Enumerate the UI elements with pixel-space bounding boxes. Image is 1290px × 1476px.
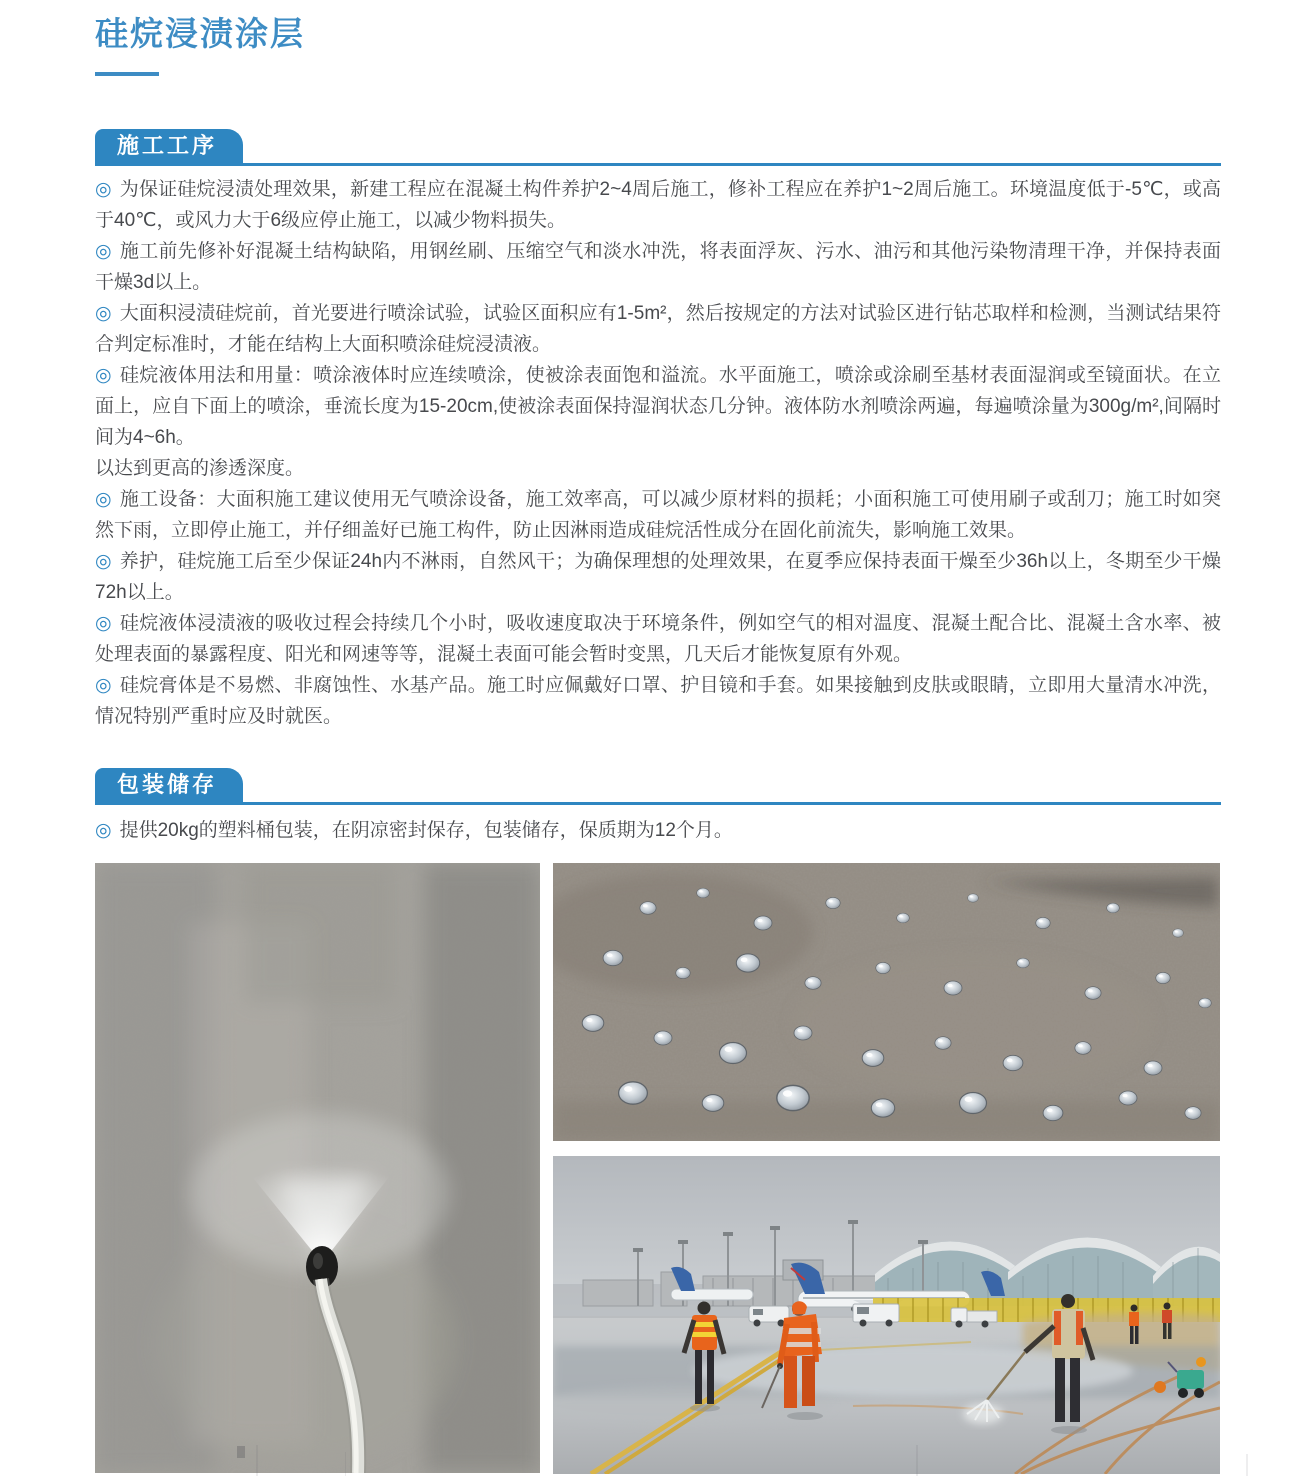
paragraph xyxy=(95,546,1221,608)
paragraph xyxy=(95,484,1221,546)
page-bleed-mark xyxy=(237,1446,245,1458)
ring-bullet-icon: ◎ xyxy=(95,179,112,200)
ring-bullet-icon: ◎ xyxy=(95,675,112,696)
water-beading-on-treated-concrete-photo xyxy=(553,863,1220,1141)
page-bleed-mark xyxy=(345,1452,346,1476)
paragraph-text: 大面积浸渍硅烷前，首光要进行喷涂试验，试验区面积应有1-5m²，然后按规定的方法对试验区进行钻芯取样和检测，当测试结果符合判定标准时，才能在结构上大面积喷涂硅烷浸渍液。 xyxy=(95,303,1221,355)
paragraph-text: 以达到更高的渗透深度。 xyxy=(95,458,305,479)
page-bleed-mark xyxy=(916,1445,918,1476)
paragraph xyxy=(95,236,1221,298)
paragraph xyxy=(95,608,1221,670)
section-packaging-paragraphs xyxy=(95,815,1221,846)
paragraph-text: 硅烷液体浸渍液的吸收过程会持续几个小时，吸收速度取决于环境条件，例如空气的相对温度、混凝土配合比、混凝土含水率、被处理表面的暴露程度、阳光和网速等等，混凝土表面可能会暂时变黑，几天后才能恢复原有外观。 xyxy=(95,613,1221,665)
paragraph-text: 提供20kg的塑料桶包装，在阴凉密封保存，包装储存，保质期为12个月。 xyxy=(119,820,733,841)
paragraph xyxy=(95,298,1221,360)
ring-bullet-icon: ◎ xyxy=(95,820,112,841)
photo-right-column xyxy=(553,863,1220,1474)
ring-bullet-icon: ◎ xyxy=(95,613,112,634)
paragraph xyxy=(95,174,1221,236)
silane-spray-on-concrete-wall-photo xyxy=(95,863,540,1473)
photo-grid xyxy=(95,863,1221,1474)
paragraph xyxy=(95,360,1221,453)
ring-bullet-icon: ◎ xyxy=(95,303,112,324)
paragraph-continuation xyxy=(95,453,1221,484)
page-bleed-mark xyxy=(256,1445,258,1476)
paragraph-text: 为保证硅烷浸渍处理效果，新建工程应在混凝土构件养护2~4周后施工，修补工程应在养护1~2周后施工。环境温度低于-5℃，或高于40℃，或风力大于6级应停止施工，以减少物料损失。 xyxy=(95,179,1221,231)
paragraph-text: 硅烷膏体是不易燃、非腐蚀性、水基产品。施工时应佩戴好口罩、护目镜和手套。如果接触到皮肤或眼睛，立即用大量清水冲洗，情况特别严重时应及时就医。 xyxy=(95,675,1221,727)
ring-bullet-icon: ◎ xyxy=(95,551,112,572)
section-header-packaging xyxy=(95,768,1221,805)
ring-bullet-icon: ◎ xyxy=(95,489,112,510)
paragraph xyxy=(95,670,1221,732)
paragraph-text: 养护，硅烷施工后至少保证24h内不淋雨，自然风干；为确保理想的处理效果，在夏季应保持表面干燥至少36h以上，冬期至少干燥72h以上。 xyxy=(95,551,1221,603)
ring-bullet-icon: ◎ xyxy=(95,365,112,386)
page-title: 硅烷浸渍涂层 xyxy=(95,15,305,52)
paragraph-text: 硅烷液体用法和用量：喷涂液体时应连续喷涂，使被涂表面饱和溢流。水平面施工，喷涂或涂刷至基材表面湿润或至镜面状。在立面上，应自下面上的喷涂，垂流长度为15-20cm,使被涂表面保持湿润状态几分钟。液体防水剂喷涂两遍，每遍喷涂量为300g/m²,间隔时间为4~6h。 xyxy=(95,365,1221,448)
section-tab-label: 施工工序 xyxy=(95,129,243,163)
paragraph xyxy=(95,815,1221,846)
title-underline xyxy=(95,72,159,76)
paragraph-text: 施工前先修补好混凝土结构缺陷，用钢丝刷、压缩空气和淡水冲洗，将表面浮灰、污水、油污和其他污染物清理干净，并保持表面干燥3d以上。 xyxy=(95,241,1221,293)
ring-bullet-icon: ◎ xyxy=(95,241,112,262)
page-content xyxy=(95,0,1221,1474)
airport-apron-silane-spraying-photo xyxy=(553,1156,1220,1474)
paragraph-text: 施工设备：大面积施工建议使用无气喷涂设备，施工效率高，可以减少原材料的损耗；小面积施工可使用刷子或刮刀；施工时如突然下雨，立即停止施工，并仔细盖好已施工构件，防止因淋雨造成硅烷活性成分在固化前流失，影响施工效果。 xyxy=(95,489,1221,541)
section-construction-paragraphs xyxy=(95,174,1221,732)
page-bleed-mark xyxy=(1246,1454,1248,1476)
section-tab-label: 包装储存 xyxy=(95,768,243,802)
section-header-construction xyxy=(95,129,1221,166)
